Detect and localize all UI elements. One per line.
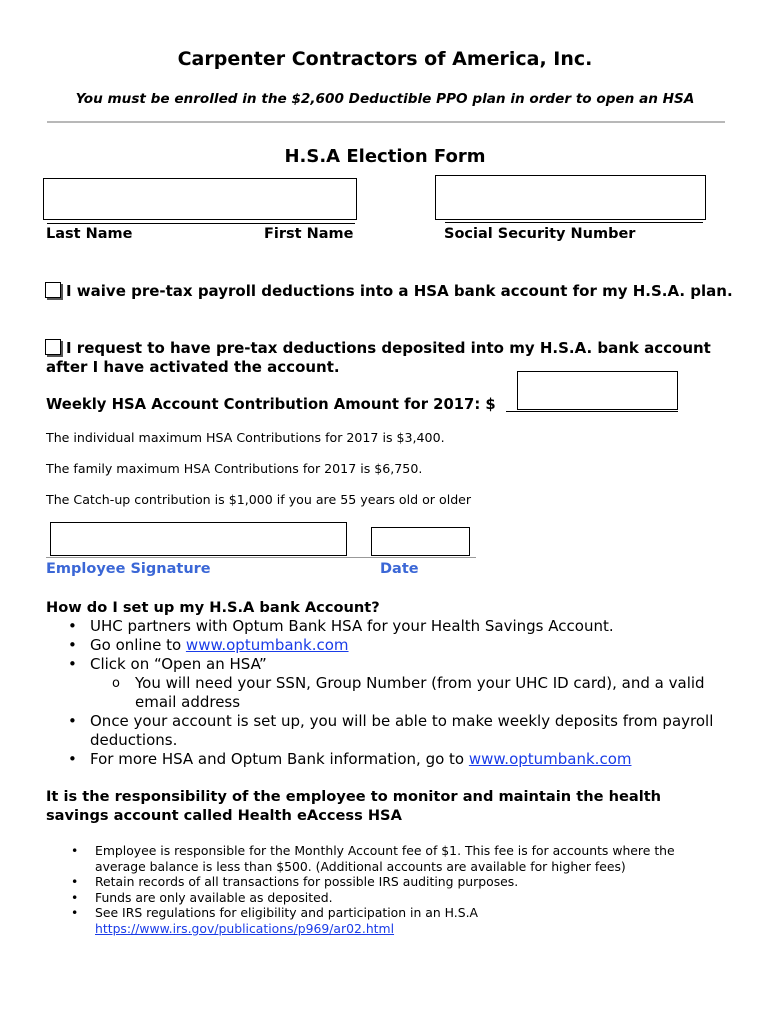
last-name-label: Last Name (46, 226, 133, 242)
ssn-field[interactable] (435, 175, 706, 220)
signature-field[interactable] (50, 522, 347, 556)
name-field[interactable] (43, 178, 357, 220)
contribution-amount-field[interactable] (517, 371, 678, 410)
list-item (46, 874, 706, 890)
name-underline (47, 223, 355, 224)
contribution-underline (506, 411, 678, 412)
bullet-icon: • (71, 843, 79, 858)
list-item (46, 655, 736, 674)
list-item (46, 843, 706, 874)
family-max-text: The family maximum HSA Contributions for 2017 is $6,750. (46, 461, 423, 476)
bullet-icon: • (68, 636, 77, 654)
list-item-link[interactable]: www.optumbank.com (468, 750, 632, 768)
list-item (46, 750, 736, 769)
ssn-underline (445, 222, 703, 223)
bullet-icon: • (71, 905, 79, 921)
setup-heading: How do I set up my H.S.A bank Account? (46, 599, 380, 616)
list-item (46, 890, 706, 906)
bullet-icon: • (71, 889, 79, 905)
list-item-text: You will need your SSN, Group Number (from your UHC ID card), and a valid email address (135, 674, 705, 711)
list-item-text: Retain records of all transactions for possible IRS auditing purposes. (95, 874, 519, 890)
catch-up-text: The Catch-up contribution is $1,000 if you are 55 years old or older (46, 492, 472, 507)
individual-max-text: The individual maximum HSA Contributions for 2017 is $3,400. (46, 430, 445, 445)
header-divider (47, 121, 725, 123)
list-item (46, 636, 736, 655)
employee-signature-label: Employee Signature (46, 561, 211, 577)
bullet-icon: • (68, 617, 77, 635)
setup-list (46, 617, 736, 769)
form-title: H.S.A Election Form (284, 146, 486, 167)
bullet-icon: o (112, 676, 120, 691)
list-item-text: Click on “Open an HSA” (90, 655, 267, 673)
date-label: Date (380, 561, 419, 577)
list-item (46, 712, 736, 750)
request-option-text: I request to have pre-tax deductions deposited into my H.S.A. bank account after I have activated the account. (46, 339, 711, 376)
responsibility-heading: It is the responsibility of the employee to monitor and maintain the health savings account called Health eAccess HSA (46, 788, 662, 824)
list-item (46, 905, 706, 936)
list-item-text: See IRS regulations for eligibility and participation in an H.S.A (95, 905, 478, 921)
list-item-text: UHC partners with Optum Bank HSA for your Health Savings Account. (90, 617, 614, 635)
list-item-text: For more HSA and Optum Bank information, go to (90, 750, 469, 768)
waive-option-text: I waive pre-tax payroll deductions into a HSA bank account for my H.S.A. plan. (66, 282, 733, 300)
list-item (46, 674, 736, 712)
bullet-icon: • (68, 655, 77, 673)
bullet-icon: • (68, 712, 77, 730)
first-name-label: First Name (264, 226, 354, 242)
company-name: Carpenter Contractors of America, Inc. (177, 48, 593, 70)
list-item-text: Funds are only available as deposited. (95, 889, 333, 905)
list-item-text: Once your account is set up, you will be able to make weekly deposits from payroll deductions. (90, 712, 714, 749)
list-item-link[interactable]: https://www.irs.gov/publications/p969/ar02.html (95, 920, 395, 936)
enrollment-requirement: You must be enrolled in the $2,600 Deductible PPO plan in order to open an HSA (75, 91, 695, 107)
list-item-text: Go online to (90, 636, 186, 654)
bullet-icon: • (68, 750, 77, 768)
responsibility-list (46, 843, 706, 937)
contribution-label: Weekly HSA Account Contribution Amount for 2017: $ (46, 396, 496, 413)
bullet-icon: • (71, 874, 79, 890)
list-item-text: Employee is responsible for the Monthly Account fee of $1. This fee is for accounts where the average balance is less than $500. (Additional accounts are available for higher fees) (95, 843, 675, 874)
date-field[interactable] (371, 527, 470, 556)
signature-underline (46, 557, 476, 558)
ssn-label: Social Security Number (444, 226, 636, 242)
list-item (46, 617, 736, 636)
list-item-link[interactable]: www.optumbank.com (185, 636, 349, 654)
